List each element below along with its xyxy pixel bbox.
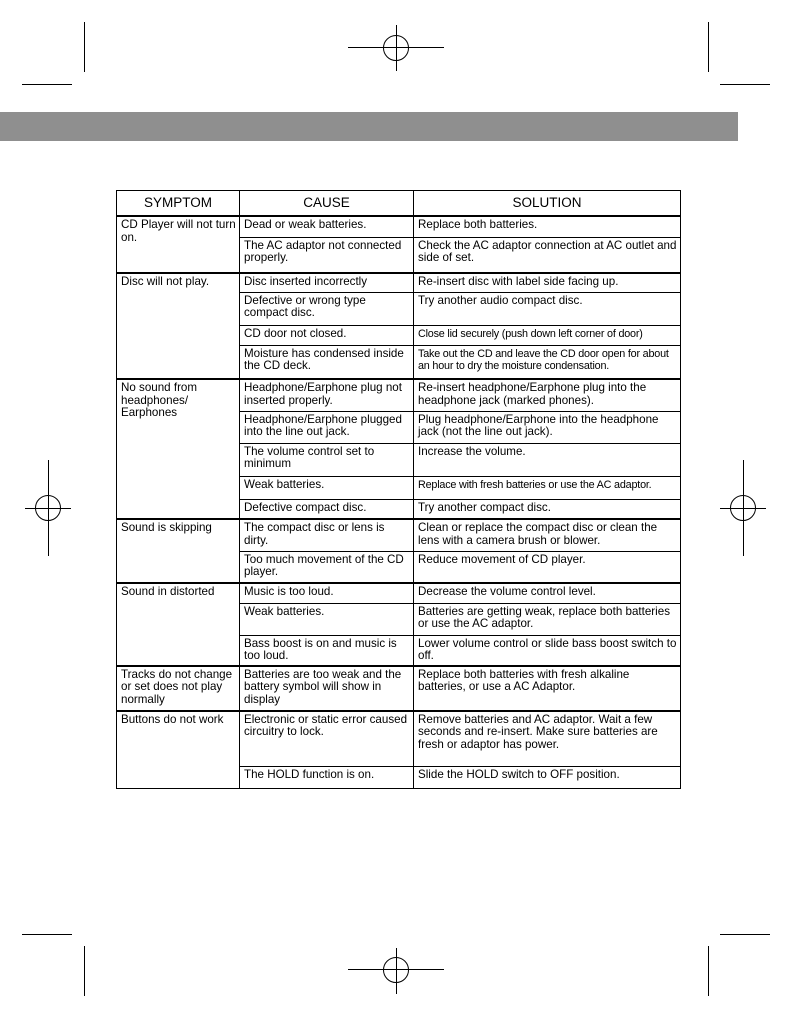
cause-cell: Electronic or static error caused circuitry to lock.	[240, 711, 414, 767]
symptom-cell: No sound from headphones/ Earphones	[117, 379, 240, 519]
cause-cell: The compact disc or lens is dirty.	[240, 519, 414, 551]
solution-cell: Decrease the volume control level.	[414, 583, 681, 603]
table-row	[117, 379, 681, 411]
table-row	[117, 519, 681, 551]
cause-cell: Weak batteries.	[240, 476, 414, 499]
cause-cell: CD door not closed.	[240, 325, 414, 345]
cause-cell: Headphone/Earphone plugged into the line out jack.	[240, 411, 414, 443]
table-row	[117, 273, 681, 292]
solution-cell: Try another compact disc.	[414, 499, 681, 519]
solution-cell: Take out the CD and leave the CD door open for about an hour to dry the moisture condensation.	[414, 345, 681, 379]
header-cause: CAUSE	[240, 191, 414, 217]
solution-cell: Increase the volume.	[414, 443, 681, 476]
cause-cell: Bass boost is on and music is too loud.	[240, 635, 414, 666]
cause-cell: Headphone/Earphone plug not inserted properly.	[240, 379, 414, 411]
symptom-cell: Buttons do not work	[117, 711, 240, 789]
troubleshooting-table	[116, 190, 681, 789]
solution-cell: Replace both batteries with fresh alkaline batteries, or use a AC Adaptor.	[414, 666, 681, 711]
symptom-cell: Sound is skipping	[117, 519, 240, 583]
solution-cell: Try another audio compact disc.	[414, 292, 681, 325]
cause-cell: Defective compact disc.	[240, 499, 414, 519]
solution-cell: Replace with fresh batteries or use the AC adaptor.	[414, 476, 681, 499]
cause-cell: Too much movement of the CD player.	[240, 551, 414, 583]
cause-cell: Moisture has condensed inside the CD deck.	[240, 345, 414, 379]
solution-cell: Replace both batteries.	[414, 216, 681, 237]
solution-cell: Reduce movement of CD player.	[414, 551, 681, 583]
solution-cell: Check the AC adaptor connection at AC outlet and side of set.	[414, 237, 681, 273]
header-symptom: SYMPTOM	[117, 191, 240, 217]
solution-cell: Remove batteries and AC adaptor. Wait a few seconds and re-insert. Make sure batteries are fresh or adaptor has power.	[414, 711, 681, 767]
cause-cell: Dead or weak batteries.	[240, 216, 414, 237]
solution-cell: Re-insert headphone/Earphone plug into the headphone jack (marked phones).	[414, 379, 681, 411]
solution-cell: Lower volume control or slide bass boost switch to off.	[414, 635, 681, 666]
table-row	[117, 666, 681, 711]
symptom-cell: Tracks do not change or set does not play normally	[117, 666, 240, 711]
symptom-cell: Sound in distorted	[117, 583, 240, 666]
table-row	[117, 216, 681, 237]
symptom-cell: Disc will not play.	[117, 273, 240, 379]
solution-cell: Batteries are getting weak, replace both batteries or use the AC adaptor.	[414, 603, 681, 635]
cause-cell: Music is too loud.	[240, 583, 414, 603]
symptom-cell: CD Player will not turn on.	[117, 216, 240, 273]
cause-cell: Weak batteries.	[240, 603, 414, 635]
cause-cell: Defective or wrong type compact disc.	[240, 292, 414, 325]
cause-cell: The AC adaptor not connected properly.	[240, 237, 414, 273]
header-bar	[0, 112, 738, 141]
table-header-row	[117, 191, 681, 217]
cause-cell: Batteries are too weak and the battery symbol will show in display	[240, 666, 414, 711]
solution-cell: Re-insert disc with label side facing up.	[414, 273, 681, 292]
solution-cell: Close lid securely (push down left corner of door)	[414, 325, 681, 345]
table-row	[117, 711, 681, 767]
cause-cell: Disc inserted incorrectly	[240, 273, 414, 292]
table-row	[117, 583, 681, 603]
cause-cell: The HOLD function is on.	[240, 767, 414, 789]
solution-cell: Plug headphone/Earphone into the headphone jack (not the line out jack).	[414, 411, 681, 443]
solution-cell: Clean or replace the compact disc or clean the lens with a camera brush or blower.	[414, 519, 681, 551]
solution-cell: Slide the HOLD switch to OFF position.	[414, 767, 681, 789]
cause-cell: The volume control set to minimum	[240, 443, 414, 476]
header-solution: SOLUTION	[414, 191, 681, 217]
